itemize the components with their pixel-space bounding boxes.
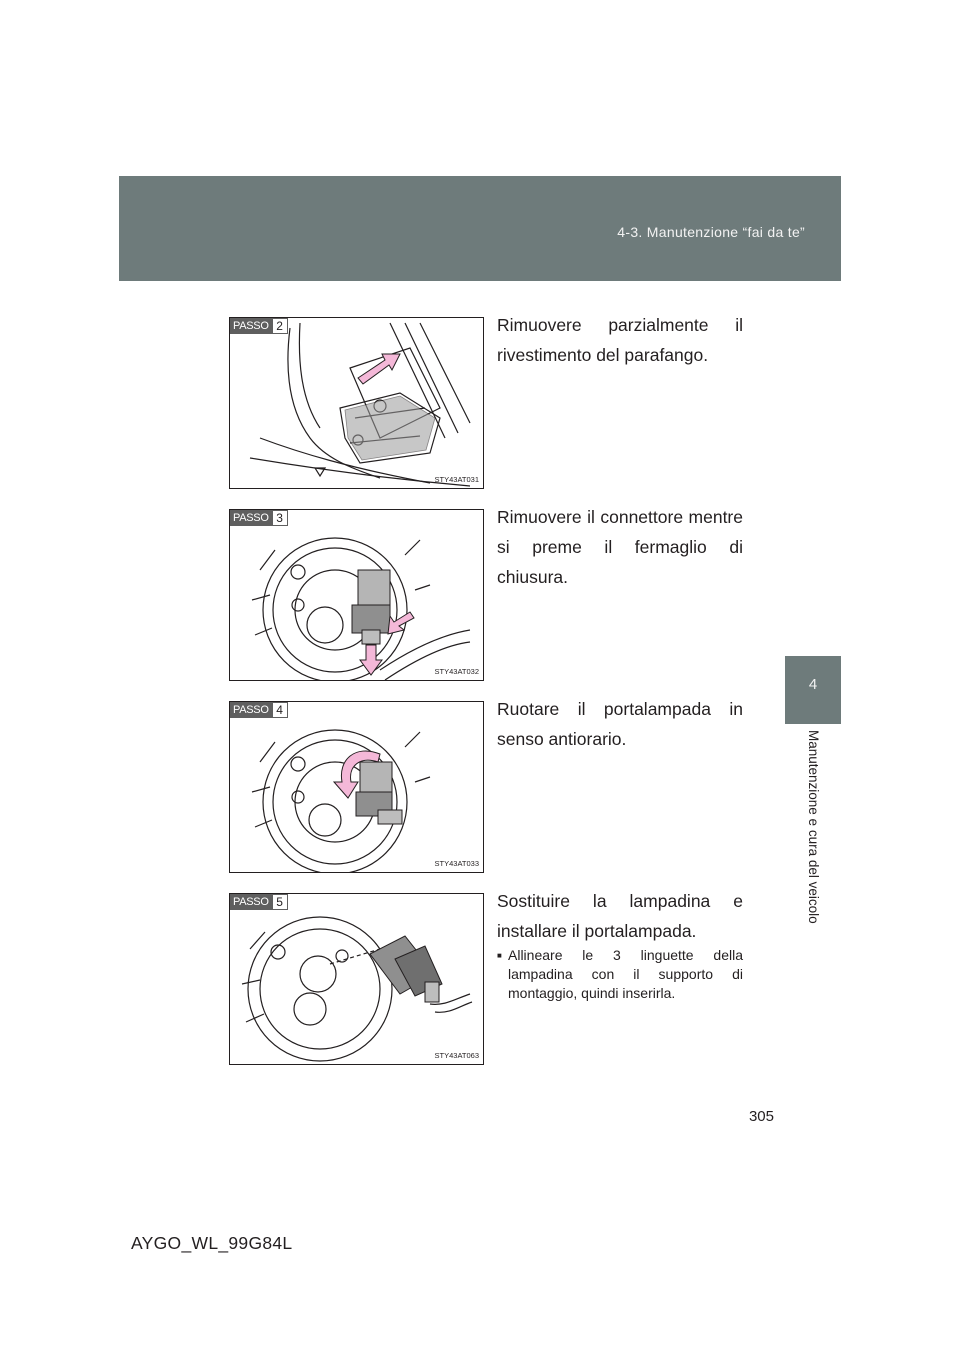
step-4-illustration xyxy=(229,701,484,873)
step-badge-label: PASSO xyxy=(230,702,272,718)
step-badge xyxy=(230,702,288,718)
step-2-illustration xyxy=(229,317,484,489)
step-5-text: Sostituire la lampadina e installare il portalampada. xyxy=(497,891,743,941)
pull-down-arrow-icon xyxy=(360,645,382,675)
step-3-illustration xyxy=(229,509,484,681)
step-badge-number: 3 xyxy=(272,510,288,526)
chapter-header xyxy=(119,176,841,281)
step-badge-label: PASSO xyxy=(230,510,272,526)
step-5-illustration xyxy=(229,893,484,1065)
step-2-text: Rimuovere parzialmente il rivestimento del parafango. xyxy=(497,315,743,365)
step-5-bullet-note: ■ Allineare le 3 linguette della lampadina con il supporto di montaggio, quindi inserirla. xyxy=(497,946,743,1003)
bulb-holder-rotation-drawing xyxy=(230,702,484,873)
connector-removal-drawing xyxy=(230,510,484,681)
step-badge xyxy=(230,318,288,334)
press-arrow-icon xyxy=(388,612,414,634)
section-title: 4-3. Manutenzione “fai da te” xyxy=(617,224,805,240)
step-badge-label: PASSO xyxy=(230,318,272,334)
figure-code: STY43AT032 xyxy=(434,667,479,676)
step-badge xyxy=(230,894,288,910)
document-code: AYGO_WL_99G84L xyxy=(131,1233,293,1253)
step-badge-label: PASSO xyxy=(230,894,272,910)
chapter-title: Manutenzione e cura del veicolo xyxy=(806,730,821,924)
step-badge-number: 5 xyxy=(272,894,288,910)
fender-liner-drawing xyxy=(230,318,484,489)
step-4-text: Ruotare il portalampada in senso antiorario. xyxy=(497,699,743,749)
step-badge-number: 2 xyxy=(272,318,288,334)
chapter-number: 4 xyxy=(808,676,818,693)
figure-code: STY43AT033 xyxy=(434,859,479,868)
figure-code: STY43AT031 xyxy=(434,475,479,484)
figure-code: STY43AT063 xyxy=(434,1051,479,1060)
step-badge xyxy=(230,510,288,526)
chapter-tab xyxy=(785,656,841,724)
step-3-text: Rimuovere il connettore mentre si preme il fermaglio di chiusura. xyxy=(497,507,743,587)
page-number: 305 xyxy=(748,1108,774,1125)
step-badge-number: 4 xyxy=(272,702,288,718)
bulb-replacement-drawing xyxy=(230,894,484,1065)
